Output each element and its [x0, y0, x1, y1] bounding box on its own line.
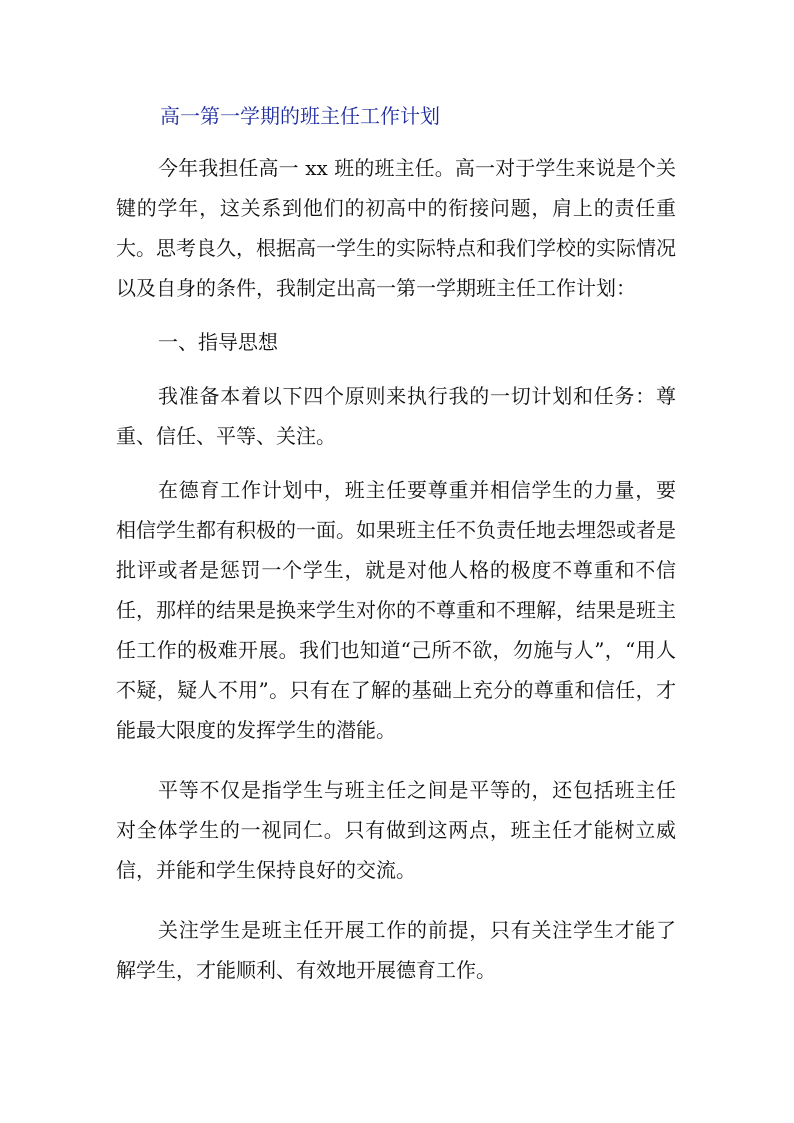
paragraph-equality: 平等不仅是指学生与班主任之间是平等的，还包括班主任对全体学生的一视同仁。只有做到这两点，班主任才能树立威信，并能和学生保持良好的交流。: [116, 778, 676, 882]
paragraph-respect-trust: 在德育工作计划中，班主任要尊重并相信学生的力量，要相信学生都有积极的一面。如果班主任不负责任地去埋怨或者是批评或者是惩罚一个学生，就是对他人格的极度不尊重和不信任，那样的结果是换来学生对你的不尊重和不理解，结果是班主任工作的极难开展。我们也知道“己所不欲，勿施与人”，“用人不疑，疑人不用”。只有在了解的基础上充分的尊重和信任，才能最大限度的发挥学生的潜能。: [116, 478, 676, 742]
document-title: 高一第一学期的班主任工作计划: [160, 104, 440, 128]
paragraph-principles: 我准备本着以下四个原则来执行我的一切计划和任务：尊重、信任、平等、关注。: [116, 384, 676, 448]
section-heading-guiding-thought: 一、指导思想: [158, 330, 278, 354]
paragraph-intro: 今年我担任高一 xx 班的班主任。高一对于学生来说是个关键的学年，这关系到他们的初高中的衔接问题，肩上的责任重大。思考良久，根据高一学生的实际特点和我们学校的实际情况以及自身的条件，我制定出高一第一学期班主任工作计划：: [116, 156, 676, 300]
paragraph-attention: 关注学生是班主任开展工作的前提，只有关注学生才能了解学生，才能顺利、有效地开展德育工作。: [116, 918, 676, 982]
